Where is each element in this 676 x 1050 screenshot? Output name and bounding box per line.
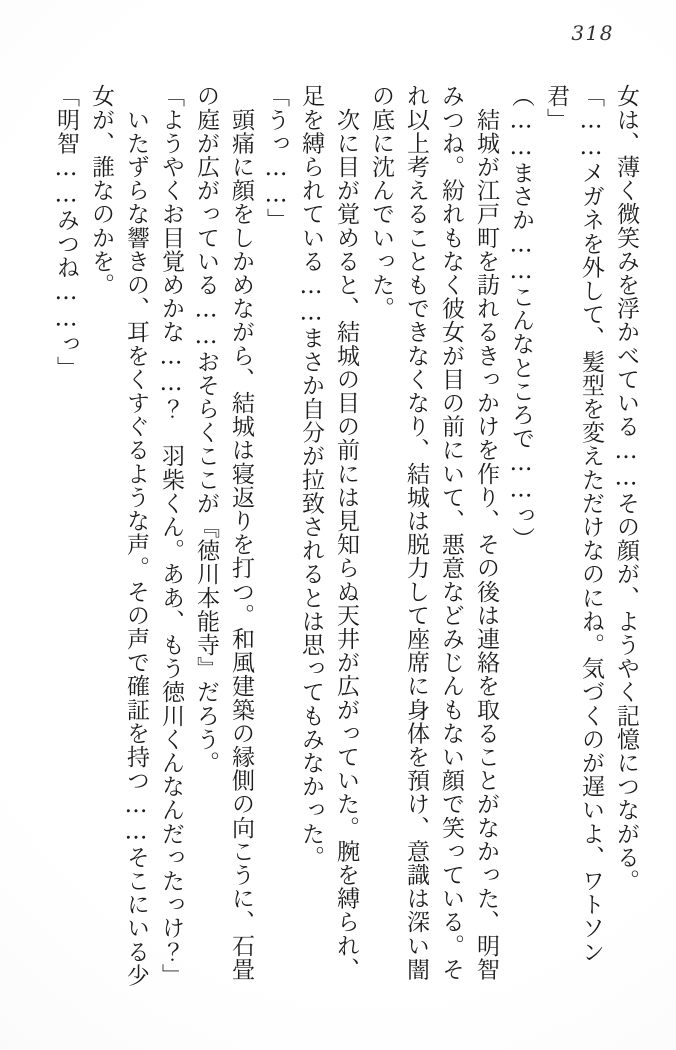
- text-line-3: 君」: [543, 84, 569, 132]
- text-line-9: 次に目が覚めると、結城の目の前には見知らぬ天井が広がっていた。腕を縛られ、: [333, 84, 359, 981]
- page-number: 318: [571, 21, 614, 45]
- text-line-11: 「うっ……」: [263, 84, 289, 232]
- text-line-15: いたずらな響きの、耳をくすぐるような声。その声で確証を持つ……そこにいる少: [123, 84, 149, 987]
- text-line-12: 頭痛に顔をしかめながら、結城は寝返りを打つ。和風建築の縁側の向こうに、石畳: [228, 84, 254, 981]
- text-line-6: みつね。紛れもなく彼女が目の前にいて、悪意などみじんもない顔で笑っている。そ: [438, 84, 464, 981]
- text-line-10: 足を縛られている……まさか自分が拉致されるとは思ってもみなかった。: [298, 84, 324, 869]
- text-line-7: れ以上考えることもできなくなり、結城は脱力して座席に身体を預け、意識は深い闇: [403, 84, 429, 981]
- text-line-5: 結城が江戸町を訪れるきっかけを作り、その後は連絡を取ることがなかった、明智: [473, 84, 499, 981]
- text-line-1: 女は、薄く微笑みを浮かべている……その顔が、ようやく記憶につながる。: [613, 84, 639, 893]
- text-line-14: 「ようやくお目覚めかな……？ 羽柴くん。ああ、もう徳川くんなんだったっけ？」: [158, 84, 184, 987]
- text-line-2: 「……メガネを外して、髪型を変えただけなのにね。気づくのが遅いよ、ワトソン: [578, 84, 604, 964]
- text-line-16: 女が、誰なのかを。: [88, 84, 114, 297]
- text-line-13: の庭が広がっている……おそらくここが『徳川本能寺』だろう。: [193, 84, 219, 775]
- text-line-17: 「明智……みつね……っ」: [53, 84, 79, 380]
- text-line-8: の底に沈んでいった。: [368, 84, 394, 320]
- text-line-4: （……まさか……こんなところで……っ）: [508, 84, 534, 551]
- text-block: [48, 84, 643, 999]
